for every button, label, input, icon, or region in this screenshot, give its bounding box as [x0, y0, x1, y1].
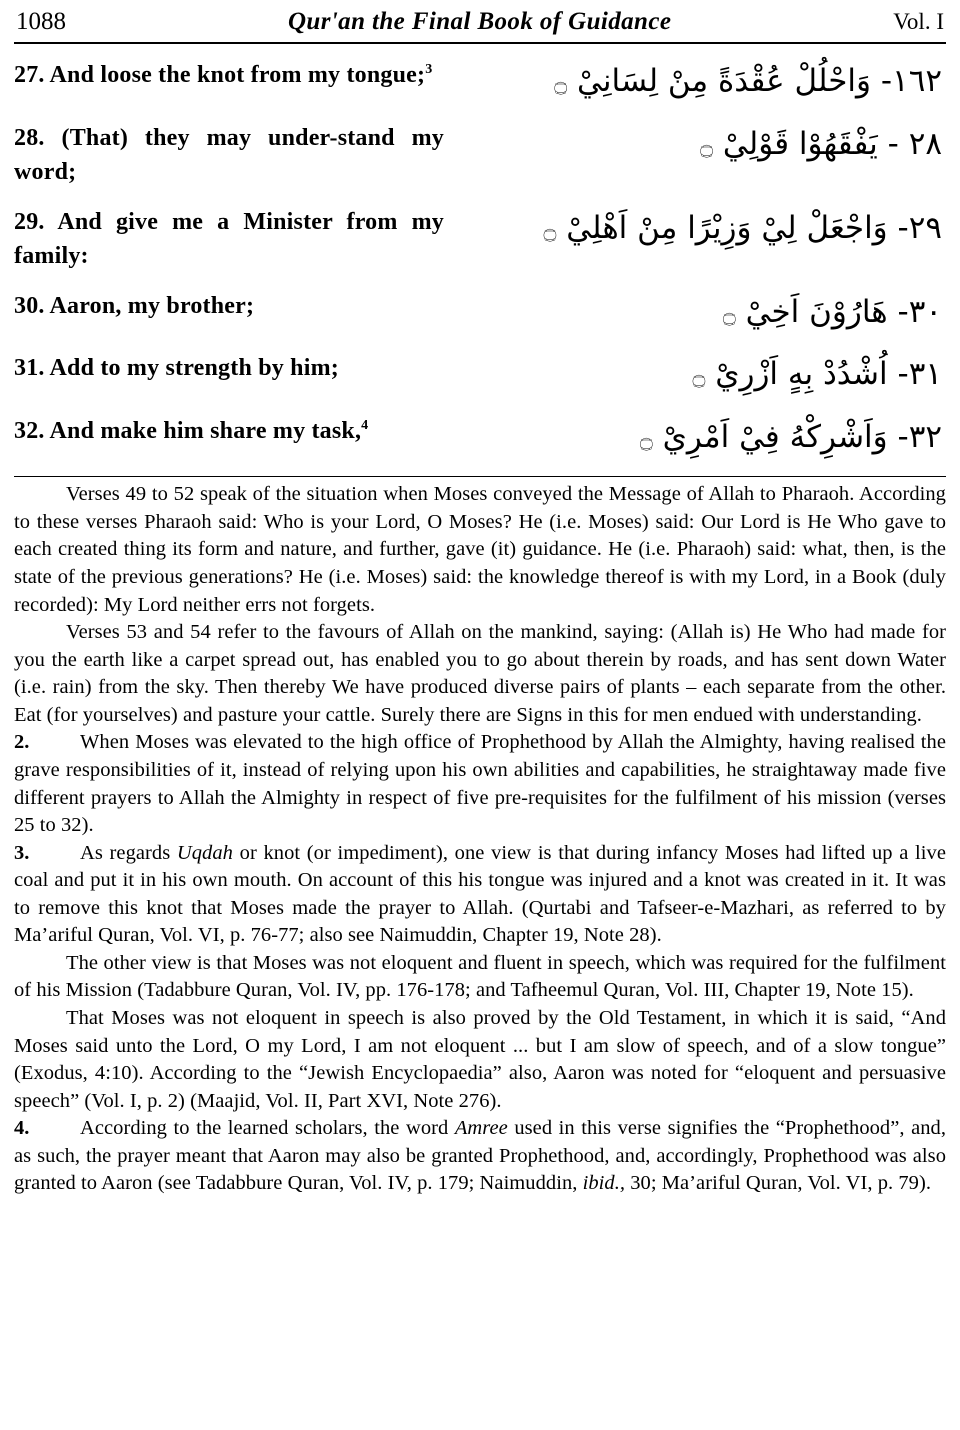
- commentary-section: [14, 481, 946, 1198]
- verse-number: 31.: [14, 355, 45, 382]
- verse-row: [14, 351, 946, 398]
- verse-arabic-text: ٣١- اُشْدُدْ بِهٍ اَزْرِيْ: [715, 356, 942, 393]
- ayah-end-marker: ۝: [639, 427, 653, 453]
- verse-number: 28.: [14, 124, 45, 151]
- verse-text: And make him share my task,: [49, 417, 362, 444]
- verse-text: And give me a Minister from my family:: [14, 208, 444, 269]
- verse-english: [14, 351, 444, 385]
- ayah-end-marker: ۝: [543, 218, 557, 244]
- verse-arabic: [502, 351, 946, 398]
- ayah-end-marker: ۝: [692, 365, 706, 391]
- commentary-paragraph: The other view is that Moses was not eloquent and fluent in speech, which was required for the fulfilment of his Mission (Tadabbure Quran, Vol. IV, pp. 176-178; and Tafheemul Quran, Vol. III, Chapter 19, Note 15).: [14, 951, 946, 1002]
- verse-row: [14, 289, 946, 336]
- verse-text: Aaron, my brother;: [49, 292, 255, 319]
- verse-number: 29.: [14, 208, 45, 235]
- commentary-paragraph: That Moses was not eloquent in speech is also proved by the Old Testament, in which it is said, “And Moses said unto the Lord, O my Lord, I am not eloquent ... but I am slow of speech, and of a slow tongue” (Exodus, 4:10). According to the “Jewish Encyclopaedia” also, Aaron was noted for “eloquent and persuasive speech” (Vol. I, p. 2) (Maajid, Vol. II, Part XVI, Note 276).: [14, 1007, 946, 1112]
- verse-text: Add to my strength by him;: [49, 355, 339, 382]
- verse-text: (That) they may under-stand my word;: [14, 124, 444, 185]
- verse-number: 27.: [14, 62, 45, 88]
- verse-row: [14, 414, 946, 461]
- commentary-paragraph-number: 2.: [14, 731, 30, 754]
- page-title: Qur'an the Final Book of Guidance: [287, 8, 672, 35]
- verse-arabic: [502, 58, 946, 105]
- ayah-end-marker: ۝: [554, 72, 568, 97]
- verse-english: [14, 289, 444, 323]
- commentary-paragraph: [14, 1115, 946, 1198]
- verse-english: [14, 414, 444, 448]
- verse-row: [14, 205, 946, 273]
- verse-arabic-text: ٢٨ - يَفْقَهُوْا قَوْلِيْ: [722, 125, 942, 162]
- verse-arabic-text: ٢٩- وَاجْعَلْ لِيْ وَزِيْرًا مِنْ اَهْلِيْ: [566, 209, 942, 246]
- commentary-paragraph: [14, 840, 946, 950]
- verse-arabic-text: ١٦٢- وَاحْلُلْ عُقْدَةً مِنْ لِسَانِيْ: [577, 63, 942, 99]
- verse-arabic-text: ٣٠- هَارُوْنَ اَخِيْ: [745, 293, 942, 330]
- verse-arabic: [502, 121, 946, 168]
- verse-english: [14, 58, 444, 92]
- page-number: 1088: [16, 8, 66, 35]
- footnote-marker: 3: [425, 62, 433, 77]
- verse-english: [14, 121, 444, 189]
- verse-list: [14, 44, 946, 460]
- commentary-paragraph: Verses 49 to 52 speak of the situation when Moses conveyed the Message of Allah to Pharaoh. According to these verses Pharaoh said: Who is your Lord, O Moses? He (i.e. Moses) said: Our Lord is He Who gave to each created thing its form and nature, and further, gave (it) guidance. He (i.e. Pharaoh) said: what, then, is the state of the previous generations? He (i.e. Moses) said: the knowledge thereof is with my Lord, in a Book (duly recorded): My Lord neither errs not forgets.: [14, 483, 946, 616]
- verse-number: 30.: [14, 292, 45, 319]
- verse-row: [14, 58, 946, 105]
- verse-arabic: [502, 289, 946, 336]
- commentary-paragraph-number: 4.: [14, 1117, 30, 1140]
- verse-row: [14, 121, 946, 189]
- verse-arabic-text: ٣٢- وَاَشْرِكْهُ فِيْ اَمْرِيْ: [662, 418, 942, 455]
- commentary-divider: [14, 476, 946, 477]
- volume-label: Vol. I: [893, 9, 944, 34]
- verse-english: [14, 205, 444, 273]
- commentary-paragraph: [14, 729, 946, 839]
- ayah-end-marker: ۝: [722, 302, 736, 328]
- footnote-marker: 4: [361, 417, 369, 433]
- commentary-paragraph-number: 3.: [14, 841, 30, 864]
- verse-text: And loose the knot from my tongue;: [49, 62, 426, 88]
- verse-arabic: [502, 414, 946, 461]
- ayah-end-marker: ۝: [700, 134, 714, 160]
- page-header: [14, 8, 946, 40]
- verse-number: 32.: [14, 417, 45, 444]
- commentary-paragraph-text: According to the learned scholars, the word Amree used in this verse signifies the “Prophethood”, and, as such, the prayer meant that Aaron may also be granted Prophethood, and, accordingly, Prophethood was also granted to Aaron (see Tadabbure Quran, Vol. IV, p. 179; Naimuddin, ibid., 30; Ma’ariful Quran, Vol. VI, p. 79).: [14, 1117, 946, 1195]
- commentary-paragraph: Verses 53 and 54 refer to the favours of Allah on the mankind, saying: (Allah is) He Who had made for you the earth like a carpet spread out, has enabled you to go about therein by roads, and has sent down Water (i.e. rain) from the sky. Then thereby We have produced diverse pairs of plants – each separate from the other. Eat (for yourselves) and pasture your cattle. Surely there are Signs in this for men endued with understanding.: [14, 621, 946, 726]
- commentary-paragraph-text: As regards Uqdah or knot (or impediment), one view is that during infancy Moses had lifted up a live coal and put it in his own mouth. On account of this his tongue was injured and a knot was created in it. It was to remove this knot that Moses made the prayer to Allah. (Qurtabi and Tafseer-e-Mazhari, as referred to by Ma’ariful Quran, Vol. VI, p. 76-77; also see Naimuddin, Chapter 19, Note 28).: [14, 841, 946, 947]
- commentary-paragraph-text: When Moses was elevated to the high office of Prophethood by Allah the Almighty, having realised the grave responsibilities of it, instead of relying upon his own abilities and capabilities, he straightaway made five different prayers to Allah the Almighty in respect of five pre-requisites for the fulfilment of his mission (verses 25 to 32).: [14, 731, 946, 837]
- verse-arabic: [502, 205, 946, 252]
